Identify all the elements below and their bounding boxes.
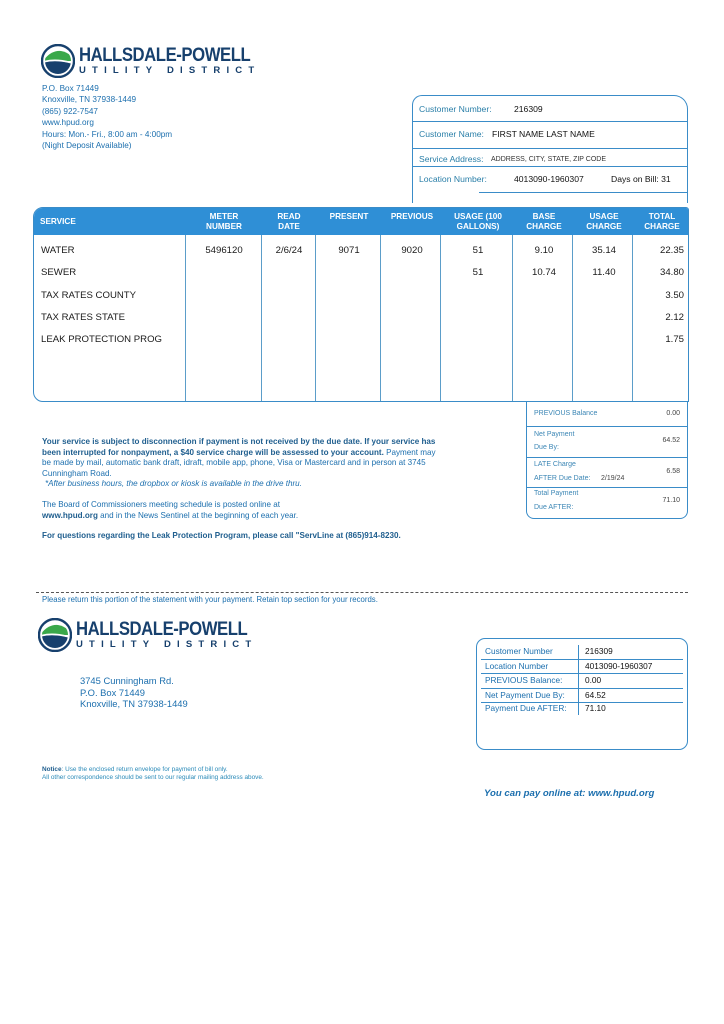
remit-label: Net Payment Due By: [485, 689, 565, 700]
header-text: DATE [278, 221, 300, 231]
payment-notice-paragraph [42, 437, 442, 479]
remit-value: 71.10 [585, 703, 606, 713]
customer-info-box [412, 95, 688, 203]
column-divider [185, 235, 186, 401]
cell-service: WATER [41, 245, 75, 256]
total-payment-value: 71.10 [662, 497, 680, 504]
column-divider [512, 235, 513, 401]
divider [479, 192, 687, 193]
hpud-logo-icon [41, 44, 75, 78]
cell-base-charge: 10.74 [531, 267, 556, 278]
company-subtitle: UTILITY DISTRICT [79, 65, 261, 77]
header-meter-number [186, 208, 262, 235]
payment-methods: Payment may be made by mail, automatic bank draft, idraft, mobile app, phone, Visa or Mastercard and in person at 3745 Cunningham Road. [42, 447, 436, 478]
remittance-box [476, 638, 688, 750]
disconnection-notice [42, 437, 442, 542]
late-charge-row [527, 461, 687, 487]
header-text: CHARGE [644, 221, 680, 231]
notice-line: : Use the enclosed return envelope for payment of bill only. [61, 766, 228, 773]
company-name: HALLSDALE-POWELL [79, 45, 251, 67]
net-payment-value: 64.52 [662, 437, 680, 444]
customer-name-label: Customer Name: [419, 129, 484, 139]
remit-address-line: P.O. Box 71449 [80, 686, 145, 698]
divider [527, 426, 687, 427]
due-by-label: Due By: [534, 444, 559, 451]
service-address-label: Service Address: [419, 154, 484, 164]
remit-value: 64.52 [585, 689, 606, 700]
after-due-date-label: AFTER Due Date: [534, 475, 591, 482]
header-text: PRESENT [329, 212, 369, 221]
late-charge-value: 6.58 [666, 468, 680, 475]
night-deposit: (Night Deposit Available) [42, 141, 132, 151]
remit-instruction: Please return this portion of the statement with your payment. Retain top section for your records. [42, 595, 378, 604]
footer-notice [42, 766, 264, 782]
remit-row-previous-balance [477, 673, 687, 688]
header-text: CHARGE [586, 221, 622, 231]
total-payment-row [527, 490, 687, 516]
cell-read-date: 2/6/24 [275, 245, 303, 256]
customer-number-row [413, 102, 687, 116]
remit-value: 216309 [585, 646, 613, 656]
remit-label: Customer Number [485, 646, 553, 656]
previous-balance-value: 0.00 [666, 410, 680, 417]
customer-number-label: Customer Number: [419, 104, 492, 114]
due-after-label: Due AFTER: [534, 504, 574, 511]
due-date-value: 2/19/24 [601, 475, 625, 482]
net-payment-row [527, 431, 687, 457]
remit-value: 4013090-1960307 [585, 660, 653, 671]
header-service [40, 208, 120, 235]
header-text: TOTAL [648, 211, 676, 221]
header-text: GALLONS) [456, 221, 500, 231]
service-address-value: ADDRESS, CITY, STATE, ZIP CODE [491, 155, 607, 163]
header-text: READ [277, 211, 301, 221]
remit-row-customer-number [477, 644, 687, 659]
company-subtitle: UTILITY DISTRICT [76, 639, 258, 651]
days-on-bill-label: Days on Bill: [611, 174, 659, 184]
cell-total: 3.50 [665, 290, 684, 301]
divider [413, 166, 687, 167]
hpud-logo-icon [38, 618, 72, 652]
cell-usage-charge: 35.14 [591, 245, 616, 256]
location-number-value: 4013090-1960307 [514, 174, 584, 184]
remit-row-payment-due-after [477, 701, 687, 716]
service-address-row [413, 152, 687, 166]
divider [527, 457, 687, 458]
cell-usage-charge: 11.40 [592, 267, 616, 278]
header-text: USAGE [589, 211, 619, 221]
header-address [42, 83, 172, 151]
divider [527, 487, 687, 488]
address-line: Knoxville, TN 37938-1449 [42, 95, 137, 105]
cell-base-charge: 9.10 [534, 245, 554, 256]
board-text: The Board of Commissioners meeting schedule is posted online at [42, 499, 280, 509]
remit-label: Location Number [485, 660, 549, 671]
remit-address-line: 3745 Cunningham Rd. [80, 675, 174, 686]
location-number-row [413, 172, 687, 186]
disconnection-warning: Your service is subject to disconnection if payment is not received by the due date. If your service has been interrupted for nonpayment, a $40 service charge will be assessed to your account. [42, 437, 436, 457]
column-divider [261, 235, 262, 401]
hours: Hours: Mon.- Fri., 8:00 am - 4:00pm [42, 129, 173, 139]
location-number-label: Location Number: [419, 174, 487, 184]
cell-total: 2.12 [665, 312, 684, 323]
header-read-date [262, 208, 316, 235]
notice-label: Notice [42, 766, 62, 773]
header-text: METER [209, 211, 239, 221]
header-usage-charge [574, 208, 634, 235]
cell-usage: 51 [472, 245, 484, 256]
after-hours-note: *After business hours, the dropbox or kiosk is available in the drive thru. [45, 479, 302, 489]
column-divider [632, 235, 633, 401]
remit-address-line: Knoxville, TN 37938-1449 [80, 698, 188, 709]
divider [413, 148, 687, 149]
website-link[interactable]: www.hpud.org [42, 118, 94, 128]
notice-line: All other correspondence should be sent to our regular mailing address above. [42, 774, 264, 781]
board-text-2: and in the News Sentinel at the beginning of each year. [97, 510, 299, 520]
customer-number-value: 216309 [514, 104, 543, 114]
remit-label: PREVIOUS Balance: [485, 675, 563, 685]
previous-balance-label: PREVIOUS Balance [534, 410, 598, 417]
cell-total: 1.75 [665, 334, 684, 345]
header-present [316, 208, 382, 235]
balance-summary-box [526, 402, 688, 519]
cell-present: 9071 [338, 245, 360, 256]
cell-meter: 5496120 [205, 245, 243, 256]
column-divider [315, 235, 316, 401]
header-previous [382, 208, 442, 235]
header-usage [442, 208, 514, 235]
cell-service: LEAK PROTECTION PROG [41, 334, 163, 345]
customer-name-row [413, 127, 687, 141]
days-on-bill [611, 174, 671, 184]
leak-protection-contact: For questions regarding the Leak Protection Program, please call "ServLine at (865)914-8230. [42, 531, 401, 541]
cell-service: SEWER [41, 267, 77, 278]
late-charge-label: LATE Charge [534, 461, 576, 468]
column-divider [572, 235, 573, 401]
pay-online-link[interactable]: You can pay online at: www.hpud.org [484, 788, 655, 799]
company-logo [41, 44, 274, 78]
phone: (865) 922-7547 [42, 106, 98, 116]
header-text: BASE [532, 211, 556, 221]
board-url-link[interactable]: www.hpud.org [42, 510, 98, 520]
remit-value: 0.00 [585, 675, 602, 685]
remit-label: Payment Due AFTER: [485, 703, 567, 713]
remit-row-net-payment [477, 688, 687, 703]
board-notice [42, 500, 442, 521]
days-on-bill-value: 31 [661, 174, 671, 184]
customer-name-value: FIRST NAME LAST NAME [492, 129, 595, 139]
cell-total: 22.35 [659, 245, 684, 256]
net-payment-label: Net Payment [534, 431, 575, 438]
column-divider [380, 235, 381, 401]
remit-address [80, 675, 188, 710]
cell-service: TAX RATES STATE [41, 312, 126, 323]
header-text: USAGE (100 [454, 211, 502, 221]
remit-company-logo [38, 618, 271, 652]
charges-table [33, 207, 689, 402]
header-text: SERVICE [40, 216, 76, 226]
cell-service: TAX RATES COUNTY [41, 290, 137, 301]
header-base-charge [514, 208, 574, 235]
cell-usage: 51 [472, 267, 484, 278]
company-name: HALLSDALE-POWELL [76, 619, 248, 641]
total-payment-label: Total Payment [534, 490, 579, 497]
cell-previous: 9020 [401, 245, 423, 256]
address-line: P.O. Box 71449 [42, 84, 99, 93]
cell-total: 34.80 [659, 267, 684, 278]
header-text: NUMBER [206, 221, 242, 231]
header-text: CHARGE [526, 221, 562, 231]
header-total-charge [634, 208, 689, 235]
header-text: PREVIOUS [390, 212, 434, 221]
remit-row-location-number [477, 659, 687, 674]
divider [413, 121, 687, 122]
column-divider [440, 235, 441, 401]
tear-off-line [36, 592, 688, 593]
